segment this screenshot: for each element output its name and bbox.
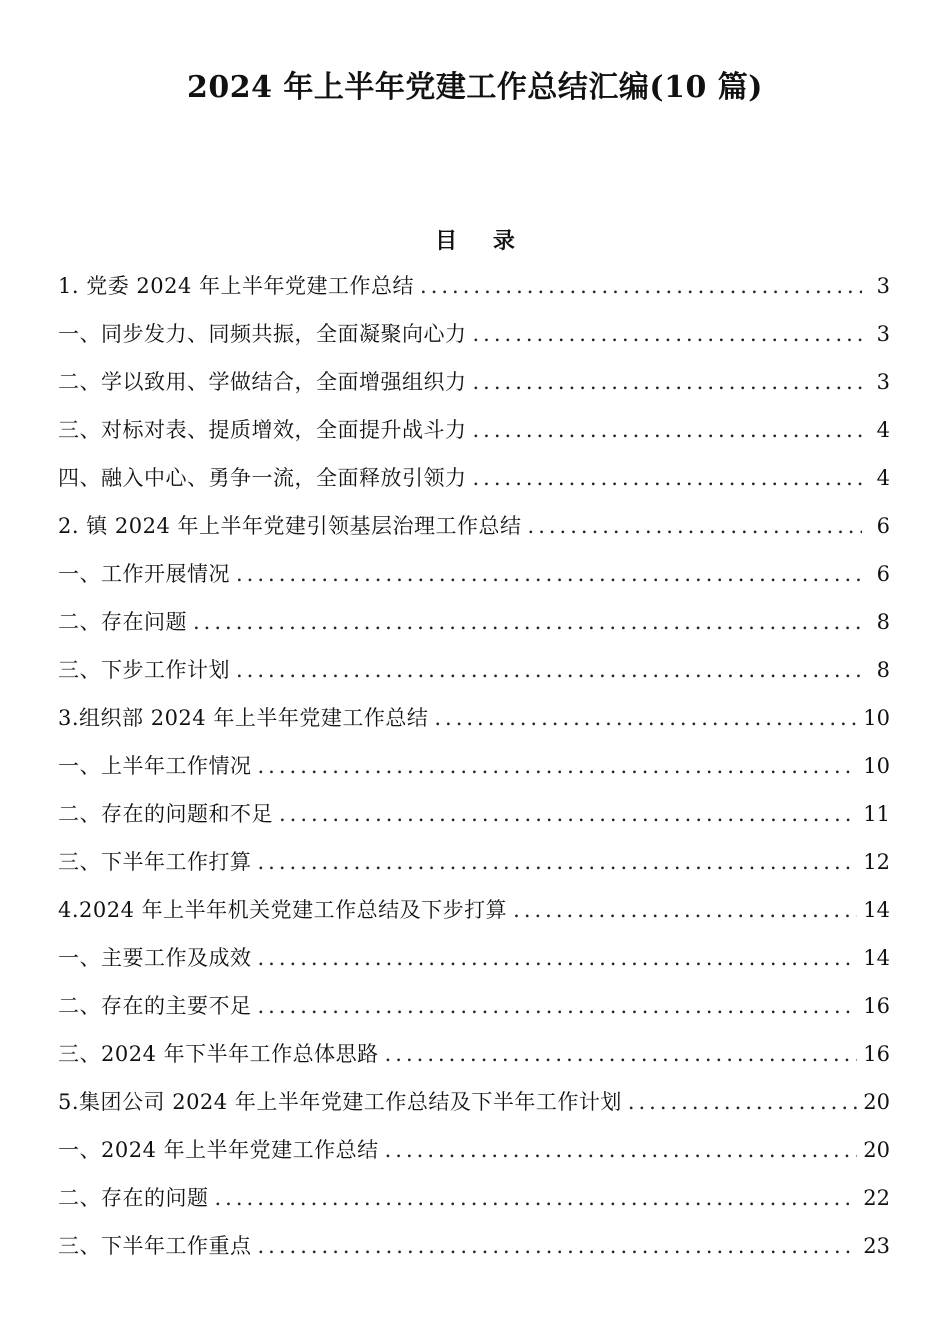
toc-dot-leader <box>473 310 863 358</box>
toc-dot-leader <box>258 982 858 1030</box>
toc-page-number: 4 <box>876 466 890 490</box>
toc-entry[interactable] <box>58 934 890 982</box>
toc-dot-leader <box>628 1078 857 1126</box>
toc-page-number: 10 <box>863 706 890 730</box>
toc-entry[interactable] <box>58 790 890 838</box>
toc-entry[interactable] <box>58 982 890 1030</box>
toc-dot-leader <box>236 550 862 598</box>
toc-dot-leader <box>385 1126 858 1174</box>
toc-entry[interactable] <box>58 1174 890 1222</box>
toc-page-number: 3 <box>876 370 890 394</box>
toc-entry-title: 二、存在问题 <box>58 610 187 634</box>
toc-entry-title: 2. 镇 2024 年上半年党建引领基层治理工作总结 <box>58 514 522 538</box>
toc-entry[interactable] <box>58 646 890 694</box>
toc-entry[interactable] <box>58 454 890 502</box>
table-of-contents <box>58 262 890 1270</box>
toc-dot-leader <box>473 406 863 454</box>
toc-entry[interactable] <box>58 838 890 886</box>
toc-entry-title: 1. 党委 2024 年上半年党建工作总结 <box>58 274 415 298</box>
toc-entry-title: 一、上半年工作情况 <box>58 754 252 778</box>
toc-dot-leader <box>473 454 863 502</box>
toc-dot-leader <box>258 934 858 982</box>
toc-entry-title: 四、融入中心、勇争一流，全面释放引领力 <box>58 466 467 490</box>
toc-entry[interactable] <box>58 1078 890 1126</box>
toc-entry[interactable] <box>58 598 890 646</box>
toc-entry[interactable] <box>58 1030 890 1078</box>
toc-page-number: 11 <box>863 802 890 826</box>
toc-entry[interactable] <box>58 262 890 310</box>
toc-entry-title: 三、下步工作计划 <box>58 658 230 682</box>
toc-dot-leader <box>420 262 862 310</box>
toc-page-number: 4 <box>876 418 890 442</box>
toc-entry[interactable] <box>58 1126 890 1174</box>
toc-entry-title: 三、对标对表、提质增效，全面提升战斗力 <box>58 418 467 442</box>
toc-page-number: 16 <box>863 1042 890 1066</box>
toc-dot-leader <box>215 1174 858 1222</box>
toc-dot-leader <box>385 1030 858 1078</box>
toc-page-number: 8 <box>876 658 890 682</box>
toc-entry[interactable] <box>58 310 890 358</box>
toc-page-number: 20 <box>863 1138 890 1162</box>
toc-entry[interactable] <box>58 550 890 598</box>
toc-page-number: 14 <box>863 946 890 970</box>
toc-entry[interactable] <box>58 694 890 742</box>
toc-entry[interactable] <box>58 406 890 454</box>
toc-dot-leader <box>473 358 863 406</box>
toc-entry-title: 二、学以致用、学做结合，全面增强组织力 <box>58 370 467 394</box>
toc-page-number: 6 <box>876 562 890 586</box>
toc-entry-title: 一、主要工作及成效 <box>58 946 252 970</box>
toc-page-number: 12 <box>863 850 890 874</box>
toc-dot-leader <box>193 598 862 646</box>
document-title: 2024 年上半年党建工作总结汇编(10 篇) <box>186 70 764 105</box>
toc-entry-title: 二、存在的问题 <box>58 1186 209 1210</box>
toc-entry-title: 5.集团公司 2024 年上半年党建工作总结及下半年工作计划 <box>58 1090 622 1114</box>
toc-page-number: 6 <box>876 514 890 538</box>
toc-entry-title: 二、存在的问题和不足 <box>58 802 273 826</box>
toc-entry-title: 三、下半年工作打算 <box>58 850 252 874</box>
toc-dot-leader <box>513 886 857 934</box>
toc-page-number: 23 <box>863 1234 890 1258</box>
toc-entry-title: 一、同步发力、同频共振，全面凝聚向心力 <box>58 322 467 346</box>
toc-entry-title: 三、下半年工作重点 <box>58 1234 252 1258</box>
toc-heading: 目 录 <box>435 228 529 254</box>
toc-entry-title: 4.2024 年上半年机关党建工作总结及下步打算 <box>58 898 508 922</box>
toc-entry-title: 一、2024 年上半年党建工作总结 <box>58 1138 379 1162</box>
toc-entry-title: 一、工作开展情况 <box>58 562 230 586</box>
toc-page-number: 22 <box>863 1186 890 1210</box>
toc-dot-leader <box>258 742 858 790</box>
toc-entry[interactable] <box>58 886 890 934</box>
toc-entry-title: 3.组织部 2024 年上半年党建工作总结 <box>58 706 429 730</box>
toc-page-number: 3 <box>876 322 890 346</box>
toc-page-number: 16 <box>863 994 890 1018</box>
toc-dot-leader <box>279 790 857 838</box>
toc-entry[interactable] <box>58 742 890 790</box>
toc-entry[interactable] <box>58 1222 890 1270</box>
toc-dot-leader <box>258 838 858 886</box>
toc-entry-title: 三、2024 年下半年工作总体思路 <box>58 1042 379 1066</box>
toc-dot-leader <box>258 1222 858 1270</box>
toc-page-number: 3 <box>876 274 890 298</box>
toc-entry[interactable] <box>58 358 890 406</box>
toc-page-number: 20 <box>863 1090 890 1114</box>
toc-dot-leader <box>434 694 857 742</box>
toc-entry-title: 二、存在的主要不足 <box>58 994 252 1018</box>
toc-page-number: 10 <box>863 754 890 778</box>
toc-page-number: 14 <box>863 898 890 922</box>
toc-dot-leader <box>236 646 862 694</box>
toc-entry[interactable] <box>58 502 890 550</box>
toc-page-number: 8 <box>876 610 890 634</box>
toc-dot-leader <box>528 502 862 550</box>
